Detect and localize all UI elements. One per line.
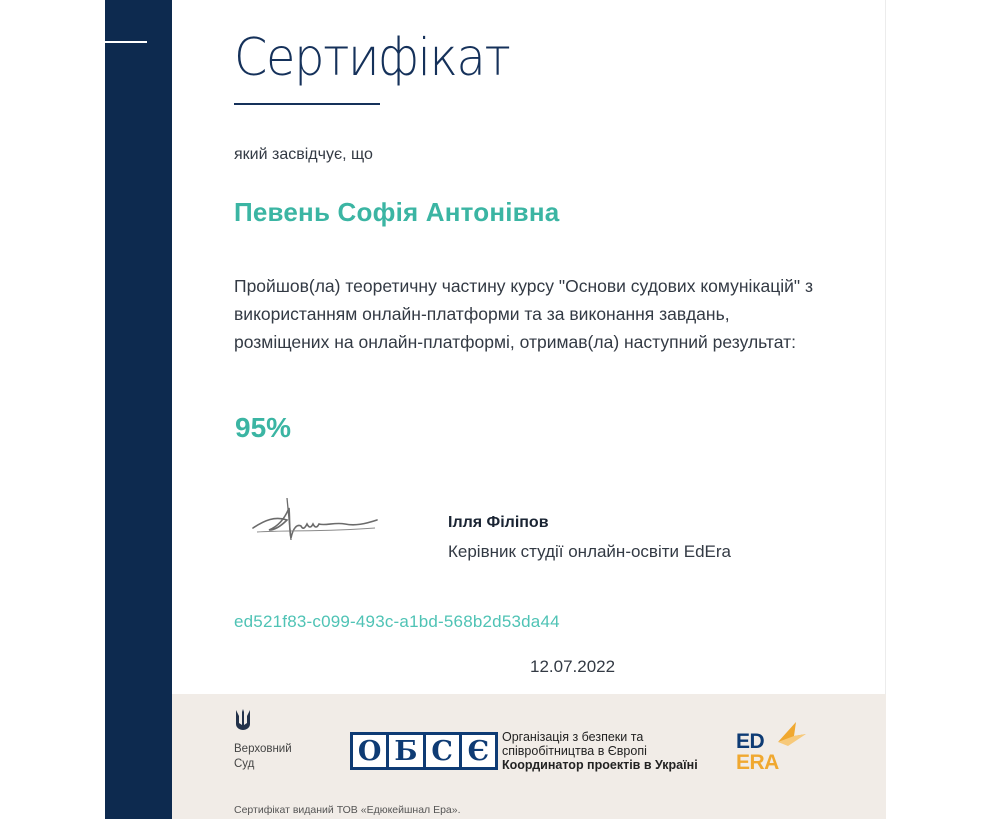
osce-logo [350, 732, 498, 770]
certificate-title: Сертифікат [234, 28, 510, 88]
supreme-court-label [234, 742, 292, 772]
osce-line-1: Організація з безпеки та [502, 730, 644, 744]
issued-by-note: Сертифікат виданий ТОВ «Едюкейшнал Ера». [234, 804, 461, 816]
osce-line-3: Координатор проектів в Україні [502, 758, 698, 772]
sidebar-stripe [105, 0, 172, 819]
signer-role: Керівник студії онлайн-освіти EdEra [448, 542, 731, 561]
signer-name: Ілля Філіпов [448, 514, 549, 531]
signature-image [245, 490, 385, 550]
osce-letter: Є [462, 735, 495, 767]
osce-description [502, 730, 698, 772]
result-score: 95% [235, 412, 292, 443]
osce-letter: С [426, 735, 459, 767]
edera-ed-text: ED [736, 730, 765, 753]
edera-logo [734, 716, 804, 776]
title-underline [234, 103, 380, 105]
intro-text: який засвідчує, що [234, 146, 373, 163]
court-label-line1: Верховний [234, 743, 292, 755]
court-label-line2: Суд [234, 758, 255, 770]
course-description: Пройшов(ла) теоретичну частину курсу "Основи судових комунікацій" з використанням онлайн-платформи та за виконання завдань, розміщених на онлайн-платформі, отримав(ла) наступний результат: [234, 276, 813, 352]
ukraine-trident-icon [234, 708, 252, 732]
certificate-id-link[interactable]: ed521f83-c099-493c-a1bd-568b2d53da44 [234, 612, 560, 631]
recipient-name: Певень Софія Антонівна [234, 197, 560, 227]
footer-partners [172, 694, 886, 819]
issue-date: 12.07.2022 [530, 657, 616, 676]
edera-era-text: ERA [736, 751, 779, 774]
osce-line-2: співробітництва в Європі [502, 744, 647, 758]
sidebar-accent-line [105, 41, 147, 43]
osce-letter: О [353, 735, 386, 767]
osce-letter: Б [389, 735, 422, 767]
edera-mark-icon [774, 716, 808, 756]
